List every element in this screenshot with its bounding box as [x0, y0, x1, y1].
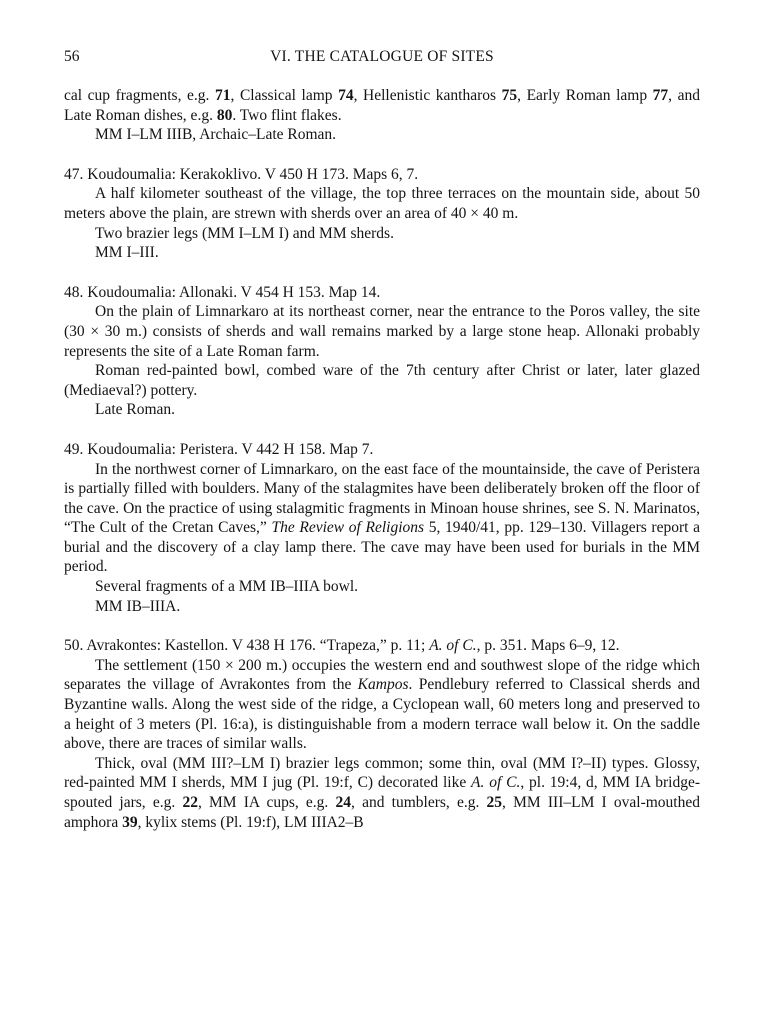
place-name: Kampos: [357, 676, 409, 694]
continued-paragraph: [64, 86, 700, 125]
journal-title: The Review of Religions: [271, 519, 425, 537]
text-run: , and tumblers, e.g.: [351, 794, 487, 811]
catalogue-ref-39: 39: [122, 813, 138, 831]
text-run: cal cup fragments, e.g.: [64, 87, 216, 104]
page-number: 56: [64, 48, 80, 65]
entry-heading-47: 47. Koudoumalia: Kerakoklivo. V 450 H 173. Maps 6, 7.: [64, 165, 419, 183]
entry-heading-50: [64, 636, 700, 656]
text-run: , p. 351. Maps 6–9, 12.: [476, 637, 620, 655]
reference-abbrev: A. of C.: [429, 637, 477, 655]
text-run: , Early Roman lamp: [517, 87, 653, 104]
text-run: 50. Avrakontes: Kastellon. V 438 H 176. “Trapeza,” p. 11;: [64, 637, 430, 655]
entry-49-dating: MM IB–IIIA.: [95, 597, 181, 615]
running-head: VI. THE CATALOGUE OF SITES: [270, 48, 494, 65]
text-run: Thick, oval (MM III?–LM I) brazier legs common; some thin, oval (MM I?–II) types. Glossy, red-painted MM I sherds, MM I jug (Pl. 19:f, C) decorated like: [64, 754, 700, 792]
page-body: [64, 86, 700, 832]
catalogue-ref-74: 74: [338, 87, 354, 104]
entry-49-finds: Several fragments of a MM IB–IIIA bowl.: [95, 578, 359, 596]
catalogue-ref-80: 80: [216, 106, 233, 124]
text-run: , kylix stems (Pl. 19:f), LM IIIA2–B: [137, 813, 364, 831]
text-run: The settlement (150 × 200 m.) occupies the western end and southwest slope of the ridge which separates the village of Avrakontes from the: [64, 656, 700, 694]
entry-48-dating: Late Roman.: [95, 401, 176, 419]
reference-abbrev: A. of C.: [471, 774, 521, 792]
text-run: , Classical lamp: [230, 87, 339, 104]
text-run: , MM III–LM I oval-mouthed amphora: [64, 794, 700, 831]
text-run: , Hellenistic kantharos: [353, 87, 502, 104]
entry-48-description: On the plain of Limnarkaro at its northeast corner, near the entrance to the Poros valley, the site (30 × 30 m.) consists of sherds and wall remains marked by a large stone heap. Allonaki probably represents the site of a Late Roman farm.: [64, 303, 700, 360]
entry-47-description: A half kilometer southeast of the village, the top three terraces on the mountain side, about 50 meters above the plain, are strewn with sherds over an area of 40 × 40 m.: [64, 185, 700, 222]
entry-47-finds: Two brazier legs (MM I–LM I) and MM sherds.: [95, 224, 394, 242]
page-header: [64, 48, 700, 70]
entry-heading-48: 48. Koudoumalia: Allonaki. V 454 H 153. Map 14.: [64, 283, 381, 301]
text-run: , and Late Roman dishes, e.g.: [64, 87, 701, 124]
text-run: , MM IA cups, e.g.: [197, 794, 336, 811]
catalogue-ref-25: 25: [486, 794, 503, 811]
text-run: . Two flint flakes.: [232, 106, 342, 124]
entry-47-dating: MM I–III.: [95, 244, 159, 262]
entry-49-description: [64, 460, 700, 578]
entry-heading-49: 49. Koudoumalia: Peristera. V 442 H 158. Map 7.: [64, 440, 374, 458]
catalogue-ref-75: 75: [501, 87, 518, 104]
text-run: , pl. 19:4, d, MM IA bridge-spouted jars, e.g.: [64, 774, 700, 811]
dating-line: MM I–LM IIIB, Archaic–Late Roman.: [95, 126, 337, 144]
text-run: 5, 1940/41, pp. 129–130. Villagers report a burial and the discovery of a clay lamp there. The cave may have been used for burials in the MM period.: [64, 519, 700, 576]
catalogue-ref-24: 24: [335, 794, 352, 811]
entry-50-finds: [64, 754, 700, 832]
entry-48-finds: Roman red-painted bowl, combed ware of the 7th century after Christ or later, later glazed (Mediaeval?) pottery.: [64, 362, 700, 399]
catalogue-ref-22: 22: [182, 794, 198, 811]
text-run: . Pendlebury referred to Classical sherds and Byzantine walls. Along the west side of the ridge, a Cyclopean wall, 60 meters long and preserved to a height of 3 meters (Pl. 16:a), is distinguishable from a modern terrace wall below it. On the saddle above, there are traces of similar walls.: [64, 676, 701, 753]
entry-50-description: [64, 656, 700, 754]
catalogue-ref-77: 77: [652, 87, 669, 104]
catalogue-ref-71: 71: [215, 87, 231, 104]
text-run: In the northwest corner of Limnarkaro, on the east face of the mountainside, the cave of Peristera is partially filled with boulders. Many of the stalagmites have been deliberately broken off the floor of the cave. On the practice of using stalagmitic fragments in Minoan house shrines, see S. N. Marinatos, “The Cult of the Cretan Caves,”: [64, 460, 700, 537]
